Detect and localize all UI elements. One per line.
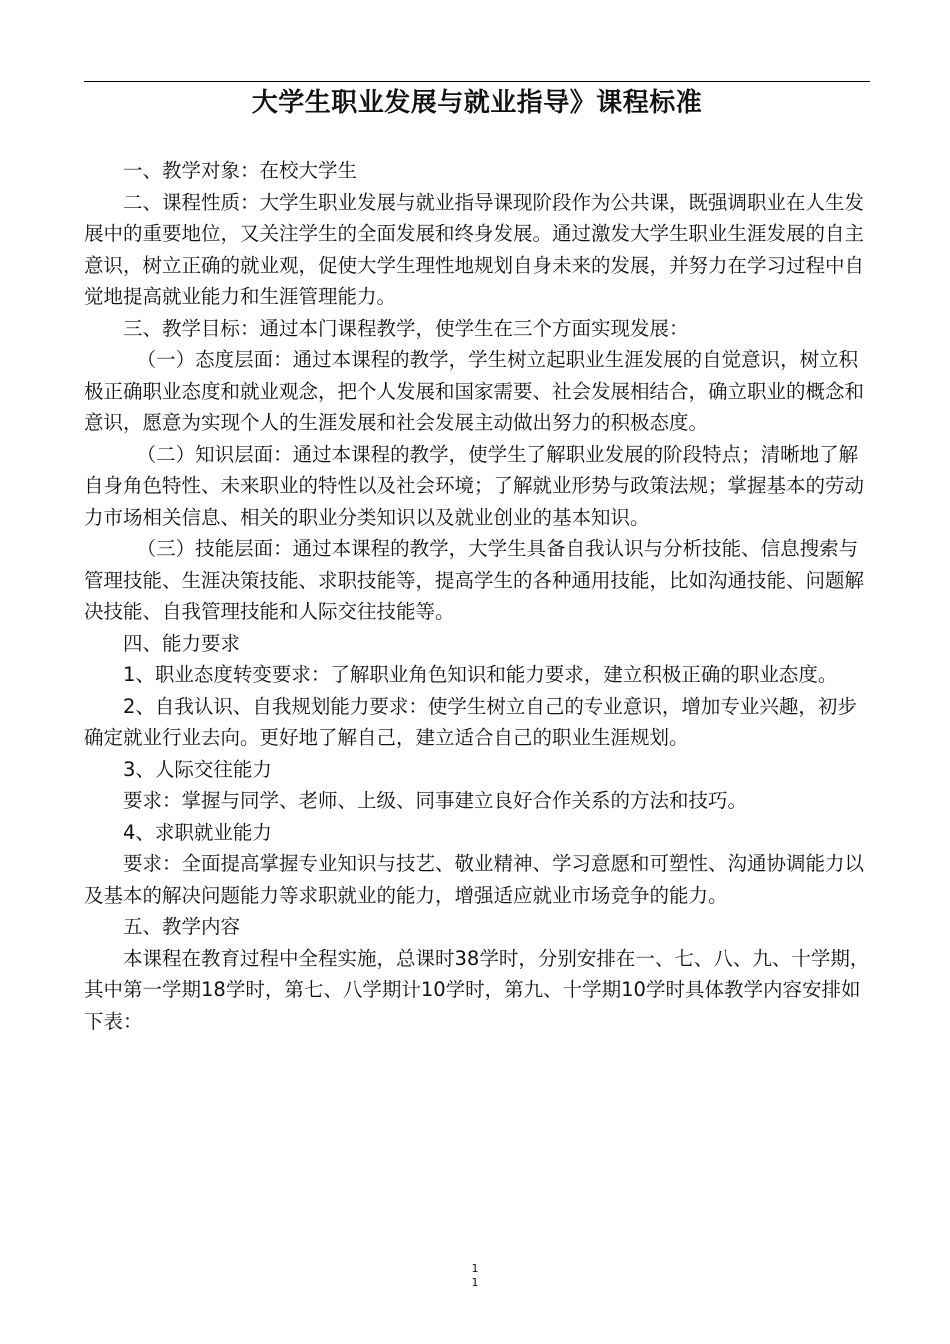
ability-item-4-heading: 4、求职就业能力 [123,820,272,844]
ability-item-3-requirement: 要求：掌握与同学、老师、上级、同事建立良好合作关系的方法和技巧。 [123,789,748,812]
teaching-content-description: 本课程在教育过程中全程实施，总课时38学时，分别安排在一、七、八、九、十学期，其中第一学期18学时，第七、八学期计10学时，第九、十学期10学时具体教学内容安排如下表： [84,946,870,1033]
section-teaching-goals: 三、教学目标：通过本门课程教学，使学生在三个方面实现发展： [123,316,689,340]
section-teaching-target: 一、教学对象：在校大学生 [123,159,358,182]
section-course-nature: 二、课程性质：大学生职业发展与就业指导课现阶段作为公共课，既强调职业在人生发展中的重要地位，又关注学生的全面发展和终身发展。通过激发大学生职业生涯发展的自主意识，树立正确的就业观，促使大学生理性地规划自身未来的发展，并努力在学习过程中自觉地提高就业能力和生涯管理能力。 [84,190,865,308]
ability-item-1: 1、职业态度转变要求：了解职业角色知识和能力要求，建立积极正确的职业态度。 [123,663,838,686]
section-ability-requirements: 四、能力要求 [123,631,241,655]
header-rule [84,81,870,82]
goal-skills: （三）技能层面：通过本课程的教学，大学生具备自我认识与分析技能、信息搜索与管理技能、生涯决策技能、求职技能等，提高学生的各种通用技能，比如沟通技能、问题解决技能、自我管理技能和人际交往技能等。 [84,537,865,623]
ability-item-4-requirement: 要求：全面提高掌握专业知识与技艺、敬业精神、学习意愿和可塑性、沟通协调能力以及基本的解决问题能力等求职就业的能力，增强适应就业市场竞争的能力。 [84,852,865,907]
page-number-top: 1 [471,1262,479,1275]
page-number-bottom: 1 [471,1276,479,1289]
section-teaching-content: 五、教学内容 [123,915,241,938]
document-title: 大学生职业发展与就业指导》课程标准 [251,88,703,118]
ability-item-3-heading: 3、人际交往能力 [123,757,272,781]
document-body [84,155,870,1037]
goal-knowledge: （二）知识层面：通过本课程的教学，使学生了解职业发展的阶段特点；清晰地了解自身角色特性、未来职业的特性以及社会环境；了解就业形势与政策法规；掌握基本的劳动力市场相关信息、相关的职业分类知识以及就业创业的基本知识。 [84,442,865,529]
goal-attitude: （一）态度层面：通过本课程的教学，学生树立起职业生涯发展的自觉意识，树立积极正确职业态度和就业观念，把个人发展和国家需要、社会发展相结合，确立职业的概念和意识，愿意为实现个人的生涯发展和社会发展主动做出努力的积极态度。 [84,348,865,434]
ability-item-2: 2、自我认识、自我规划能力要求：使学生树立自己的专业意识，增加专业兴趣，初步确定就业行业去向。更好地了解自己，建立适合自己的职业生涯规划。 [84,694,857,749]
